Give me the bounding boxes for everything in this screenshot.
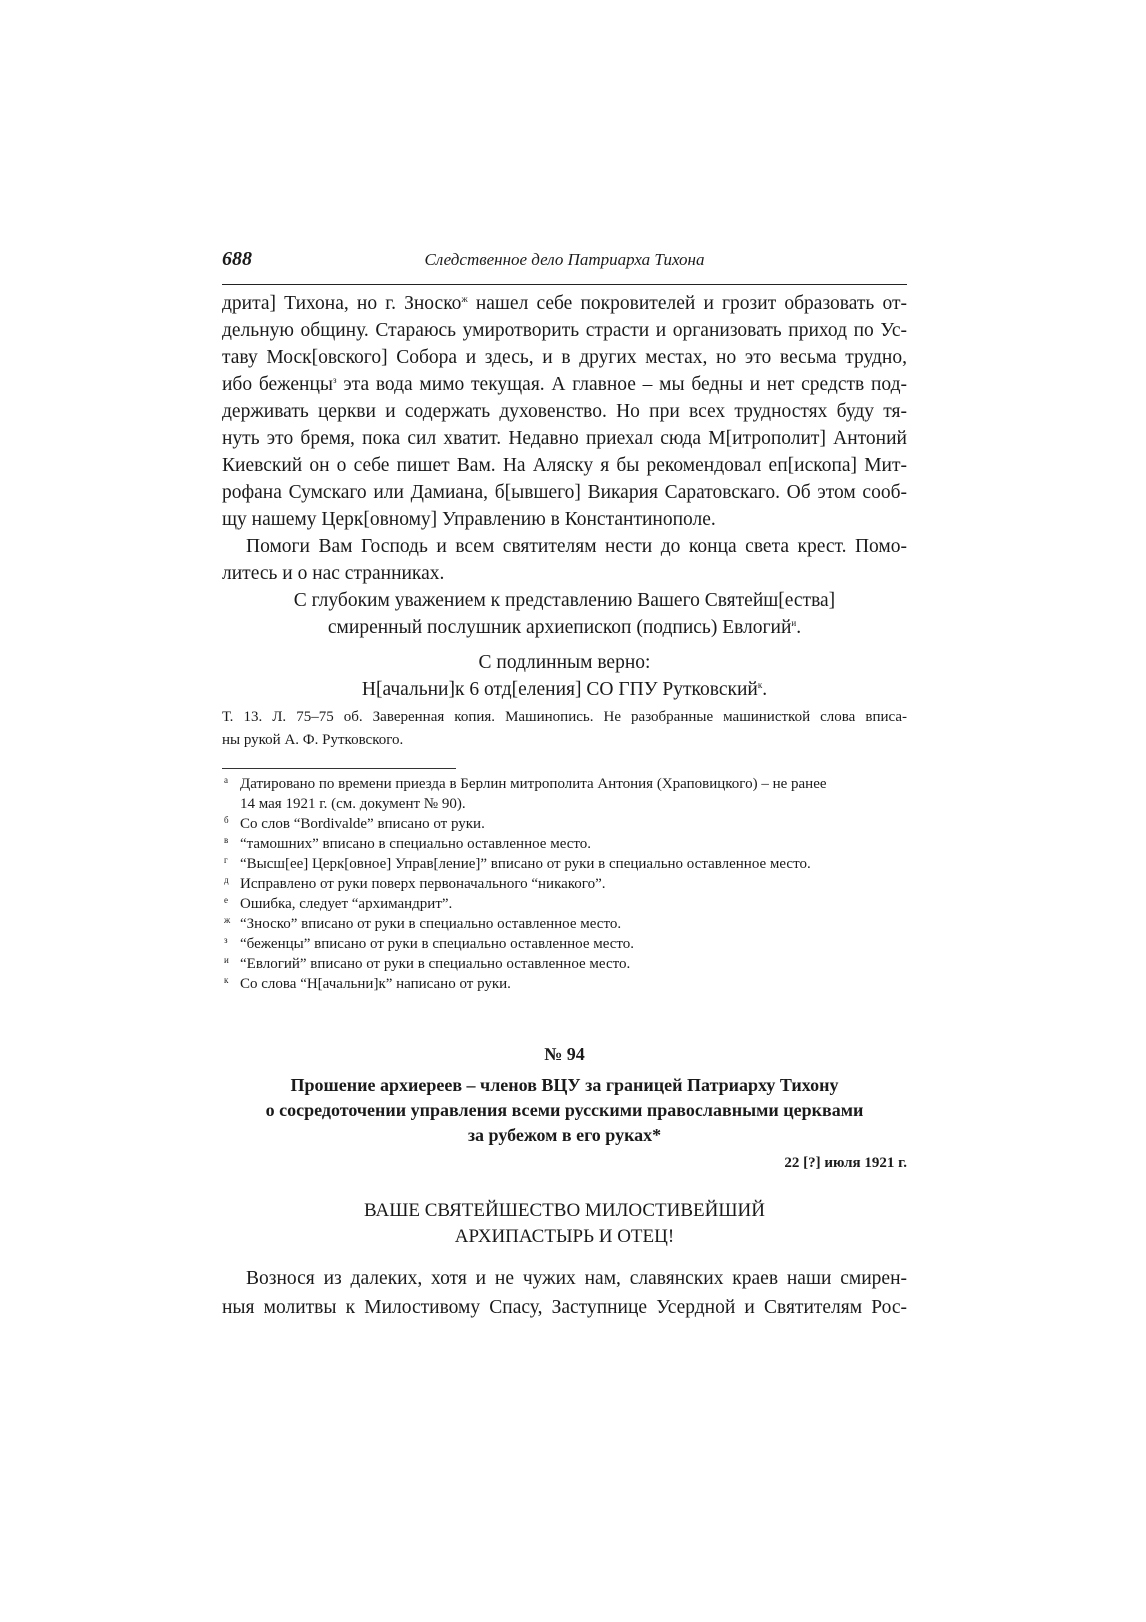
source-note-line: ны рукой А. Ф. Рутковского. (222, 732, 404, 748)
letter-line: рофана Сумскаго или Дамиана, б[ывшего] Викария Саратовскаго. Об этом сооб- (222, 482, 907, 503)
document-title-line: Прошение архиереев – членов ВЦУ за границей Патриарху Тихону (290, 1075, 839, 1095)
letter-line: таву Моск[овского] Собора и здесь, и в других местах, но это весьма трудно, (222, 347, 907, 368)
footnote: и “Евлогий” вписано от руки в специально оставленное место. (224, 955, 631, 972)
salutation-line: АРХИПАСТЫРЬ И ОТЕЦ! (454, 1226, 675, 1247)
letter-line: Киевский он о себе пишет Вам. На Аляску я бы рекомендовал еп[ископа] Мит- (222, 455, 907, 476)
letter-line: щу нашему Церк[овному] Управлению в Константинополе. (222, 509, 716, 530)
petition-body (222, 1264, 907, 1322)
salutation (222, 1198, 907, 1250)
letter-line: держивать церкви и содержать духовенство. Но при всех трудностях буду тя- (222, 401, 907, 422)
blessing-line: Помоги Вам Господь и всем святителям нести до конца света крест. Помо- (246, 536, 907, 557)
footnote: д Исправлено от руки поверх первоначального “никакого”. (224, 875, 606, 892)
header-rule (222, 284, 907, 285)
footnote: к Со слова “Н[ачальни]к” написано от руки. (224, 975, 511, 992)
footnote: а Датировано по времени приезда в Берлин митрополита Антония (Храповицкого) – не ранее 14 мая 1921 г. (см. документ № 90). (224, 775, 827, 812)
letter-line: нуть это бремя, пока сил хватит. Недавно приехал сюда М[итрополит] Антоний (222, 428, 907, 449)
letter-line: дрита] Тихона, но г. Зноско$^ж$ нашел себе покровителей и грозит образовать от- (222, 293, 907, 314)
petition-line: ныя молитвы к Милостивому Спасу, Заступнице Усердной и Святителям Рос- (222, 1297, 907, 1318)
document-heading (222, 1042, 907, 1172)
running-title: Следственное дело Патриарха Тихона (424, 250, 705, 269)
closing-signature: смиренный послушник архиепископ (подпись) Евлогий$^и$. (327, 617, 802, 638)
certifier: Н[ачальни]к 6 отд[еления] СО ГПУ Рутковский$^к$. (361, 679, 768, 700)
footnote-rule (222, 768, 456, 769)
blessing-line: литесь и о нас странниках. (222, 563, 445, 584)
footnote: з “беженцы” вписано от руки в специально оставленное место. (224, 935, 635, 952)
footnote: б Со слов “Bordivalde” вписано от руки. (224, 815, 485, 832)
salutation-line: ВАШЕ СВЯТЕЙШЕСТВО МИЛОСТИВЕЙШИЙ (364, 1200, 765, 1221)
footnotes (222, 774, 907, 994)
source-note (222, 706, 907, 752)
footnote: ж “Зноско” вписано от руки в специально оставленное место. (224, 915, 622, 932)
certified-label: С подлинным верно: (478, 652, 651, 673)
footnote: г “Высш[ее] Церк[овное] Управ[ление]” вписано от руки в специально оставленное место. (224, 855, 811, 872)
letter-line: ибо беженцы$^з$ эта вода мимо текущая. А главное – мы бедны и нет средств под- (222, 374, 907, 395)
footnote: в “тамошних” вписано в специально оставленное место. (224, 835, 591, 852)
document-title-line: за рубежом в его руках* (467, 1125, 662, 1145)
page-number: 688 (222, 248, 252, 270)
document-title-line: о сосредоточении управления всеми русскими православными церквами (265, 1100, 864, 1120)
source-note-line: Т. 13. Л. 75–75 об. Заверенная копия. Машинопись. Не разобранные машинисткой слова вписа- (222, 709, 907, 725)
document-date: 22 [?] июля 1921 г. (784, 1155, 907, 1171)
petition-line: Вознося из далеких, хотя и не чужих нам, славянских краев наши смирен- (246, 1268, 907, 1289)
document-number: № 94 (544, 1044, 585, 1064)
closing-line: С глубоким уважением к представлению Вашего Святейш[ества] (293, 590, 836, 611)
letter-line: дельную общину. Стараюсь умиротворить страсти и организовать приход по Ус- (222, 320, 907, 341)
footnote: е Ошибка, следует “архимандрит”. (224, 895, 453, 912)
letter-body (222, 290, 907, 703)
